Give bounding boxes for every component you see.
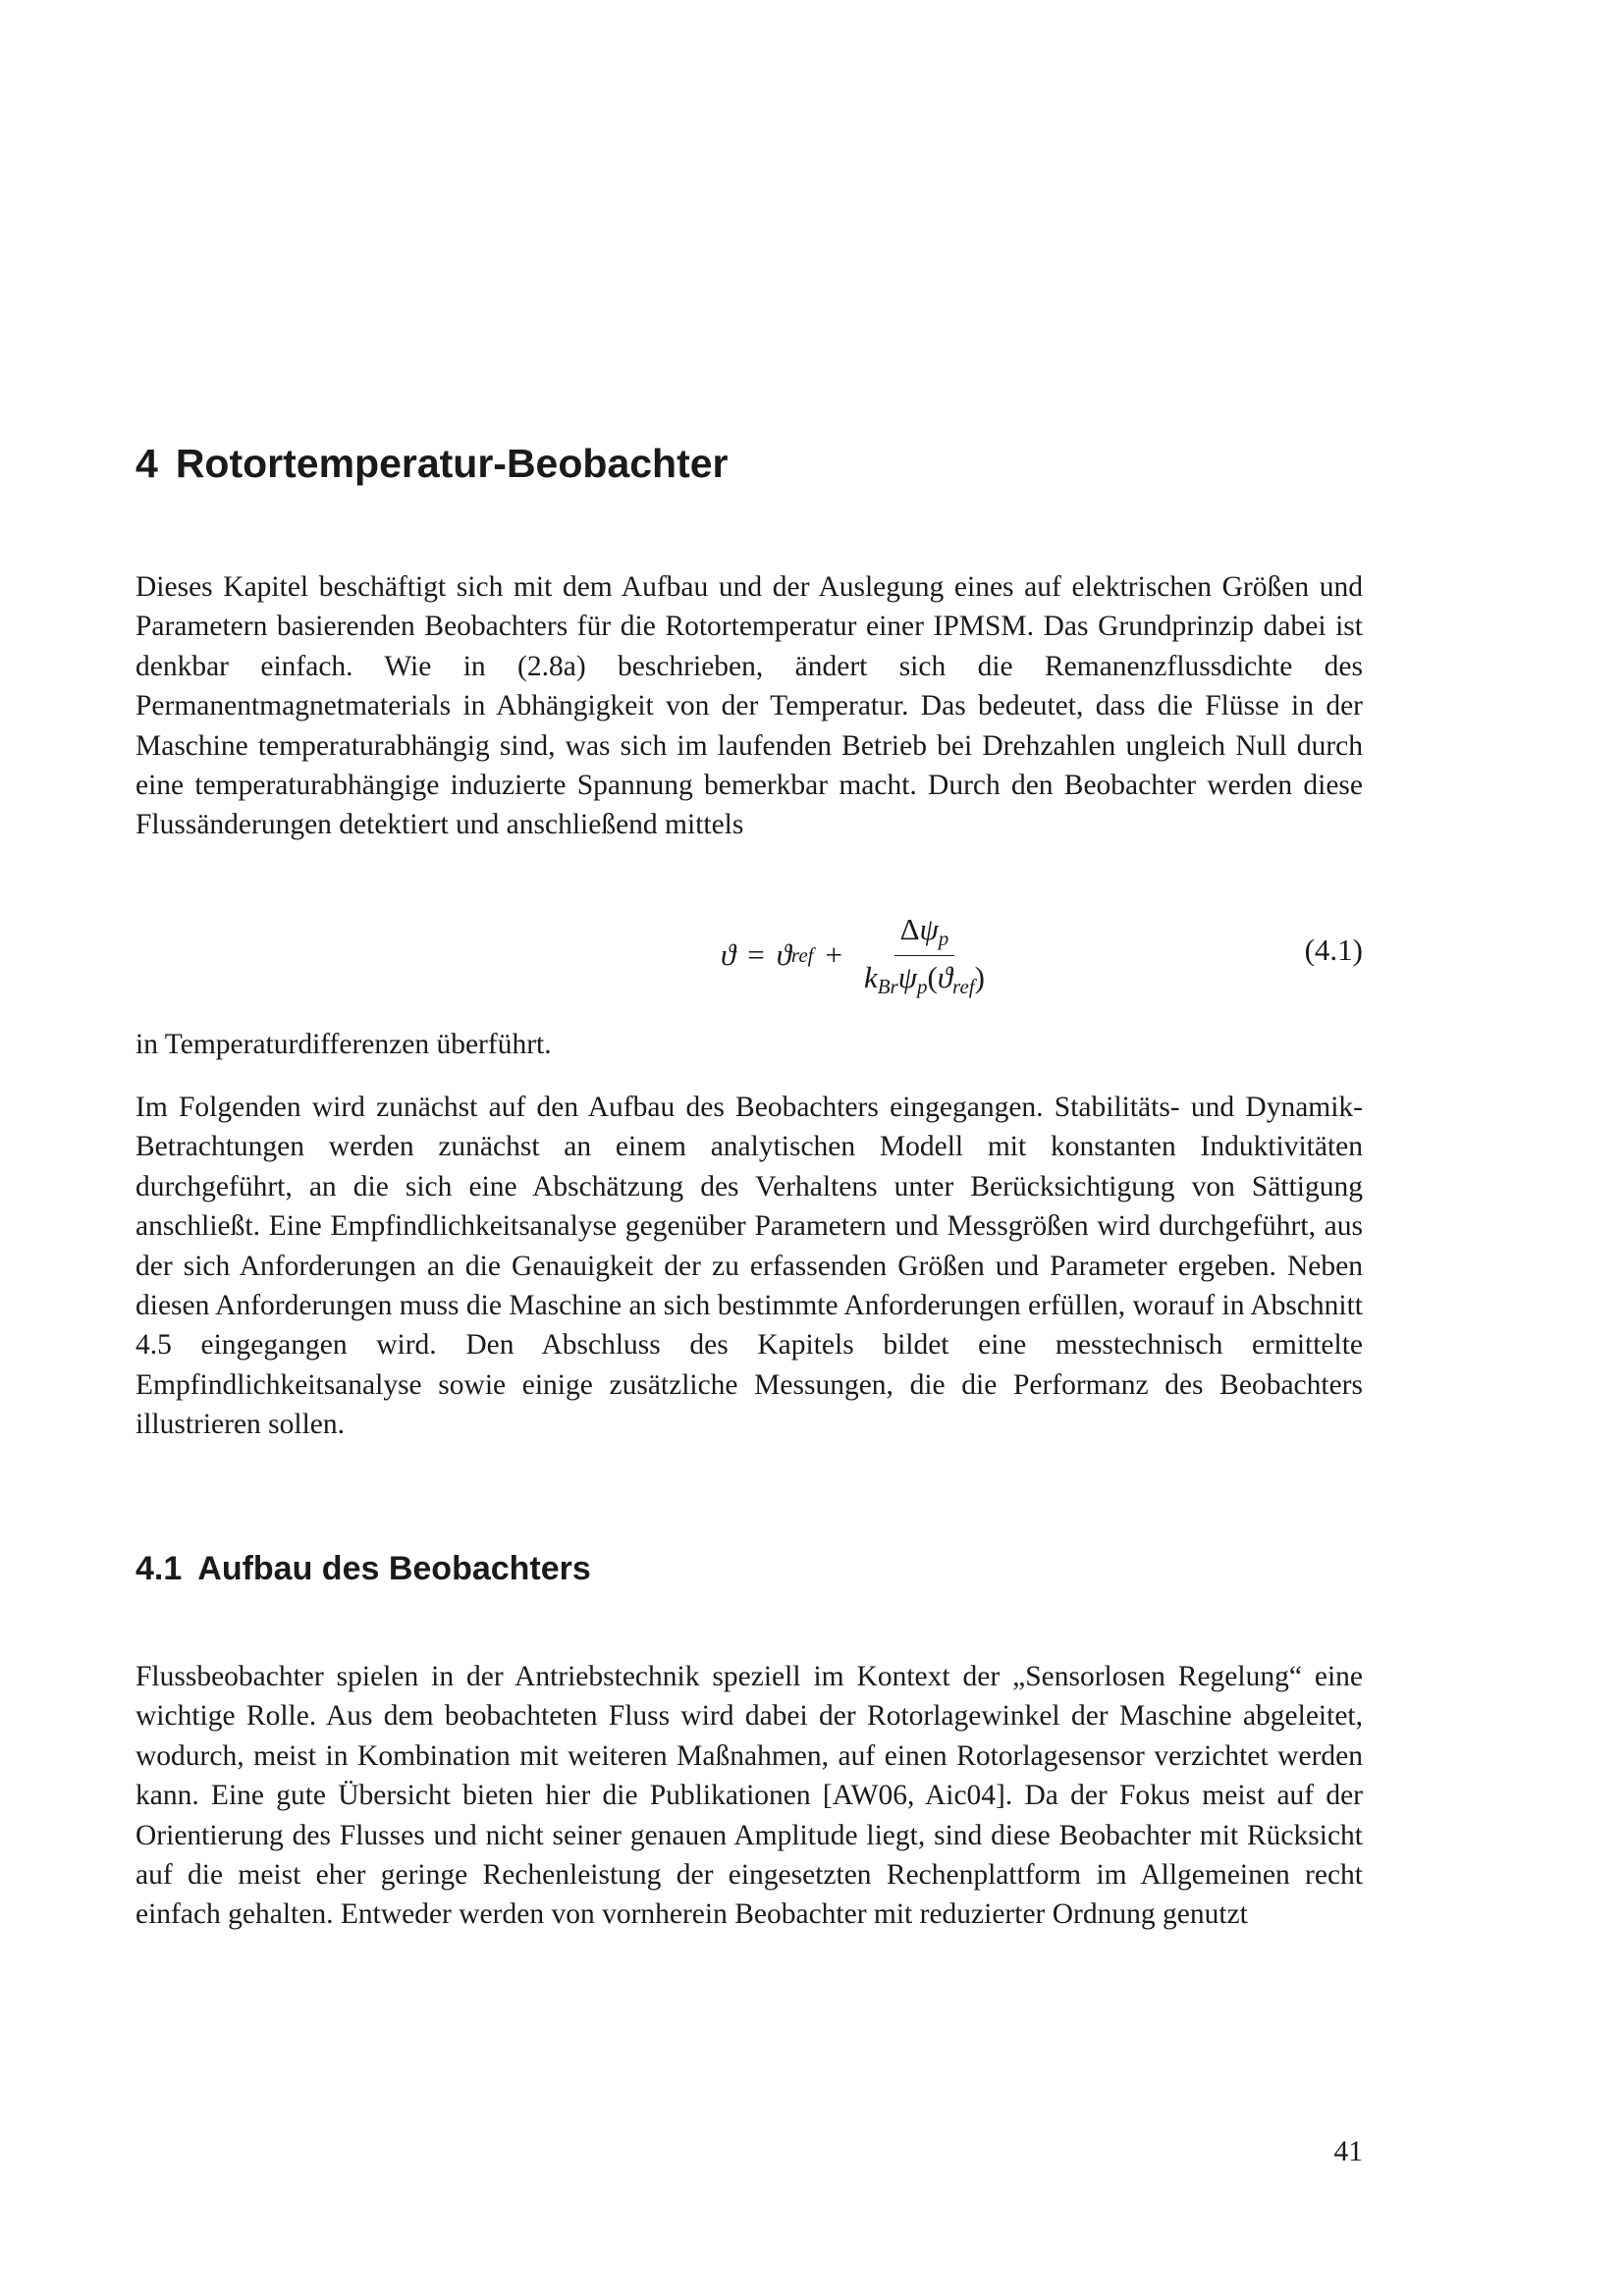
eq-equals: = xyxy=(747,937,765,972)
section-number: 4.1 xyxy=(135,1550,183,1587)
equation-4-1 xyxy=(135,909,1363,1001)
eq-p-subscript: p xyxy=(938,926,949,950)
after-equation-text: in Temperaturdifferenzen überführt. xyxy=(135,1029,552,1060)
eq-delta: Δ xyxy=(899,911,920,946)
eq-fraction xyxy=(858,912,991,999)
eq-br-subscript: Br xyxy=(877,974,898,998)
section-title: Aufbau des Beobachters xyxy=(197,1550,591,1587)
eq-close-paren: ) xyxy=(974,959,985,994)
eq-ref-subscript-den: ref xyxy=(952,974,975,998)
eq-lhs-theta: ϑ xyxy=(721,937,736,972)
equation-label: (4.1) xyxy=(1304,933,1363,967)
chapter-number: 4 xyxy=(135,441,158,486)
eq-psi-den: ψ xyxy=(897,959,917,994)
chapter-heading xyxy=(135,440,729,488)
eq-theta-ref: ϑ xyxy=(776,937,791,972)
eq-ref-subscript: ref xyxy=(790,942,814,967)
equation-body xyxy=(721,909,991,1001)
section-paragraph: Flussbeobachter spielen in der Antriebstechnik speziell im Kontext der „Sensorlosen Regelung“ eine wichtige Rolle. Aus dem beobachteten Fluss wird dabei der Rotorlagewinkel der Maschine abgeleitet, wodurch, meist in Kombination mit weiteren Maßnahmen, auf einen Rotorlagesensor verzichtet werden kann. Eine gute Übersicht bieten hier die Publikationen [AW06, Aic04]. Da der Fokus meist auf der Orientierung des Flusses und nicht seiner genauen Amplitude liegt, sind diese Beobachter mit Rücksicht auf die meist eher geringe Rechenleistung der eingesetzten Rechenplattform im Allgemeinen recht einfach gehalten. Entweder werden von vornherein Beobachter mit reduzierter Ordnung genutzt xyxy=(135,1661,1363,1931)
intro-paragraph-2: Im Folgenden wird zunächst auf den Aufbau des Beobachters eingegangen. Stabilitäts- und Dynamik-Betrachtungen werden zunächst an einem analytischen Modell mit konstanten Induktivitäten durchgeführt, an die sich eine Abschätzung des Verhaltens unter Berücksichtigung von Sättigung anschließt. Eine Empfindlichkeitsanalyse gegenüber Parametern und Messgrößen wird durchgeführt, aus der sich Anforderungen an die Genauigkeit der zu erfassenden Größen und Parameter ergeben. Neben diesen Anforderungen muss die Maschine an sich bestimmte Anforderungen erfüllen, worauf in Abschnitt 4.5 eingegangen wird. Den Abschluss des Kapitels bildet eine messtechnisch ermittelte Empfindlichkeitsanalyse sowie einige zusätzliche Messungen, die die Performanz des Beobachters illustrieren sollen. xyxy=(135,1092,1363,1441)
eq-p-subscript-den: p xyxy=(917,974,928,998)
eq-k: k xyxy=(863,959,878,994)
eq-open-paren: ( xyxy=(927,959,938,994)
intro-paragraph-1: Dieses Kapitel beschäftigt sich mit dem Aufbau und der Auslegung eines auf elektrischen Größen und Parametern basierenden Beobachters für die Rotortemperatur einer IPMSM. Das Grundprinzip dabei ist denkbar einfach. Wie in (2.8a) beschrieben, ändert sich die Remanenzflussdichte des Permanentmagnetmaterials in Abhängigkeit von der Temperatur. Das bedeutet, dass die Flüsse in der Maschine temperaturabhängig sind, was sich im laufenden Betrieb bei Drehzahlen ungleich Null durch eine temperaturabhängige induzierte Spannung bemerkbar macht. Durch den Beobachter werden diese Flussänderungen detektiert und anschließend mittels xyxy=(135,571,1363,841)
eq-numerator xyxy=(894,912,955,956)
eq-denominator xyxy=(858,956,991,999)
eq-theta-den: ϑ xyxy=(937,959,953,994)
page-number: 41 xyxy=(1333,2136,1363,2167)
chapter-title: Rotortemperatur-Beobachter xyxy=(175,441,729,486)
section-heading xyxy=(135,1549,591,1589)
eq-plus: + xyxy=(825,937,842,972)
eq-psi: ψ xyxy=(919,911,939,946)
